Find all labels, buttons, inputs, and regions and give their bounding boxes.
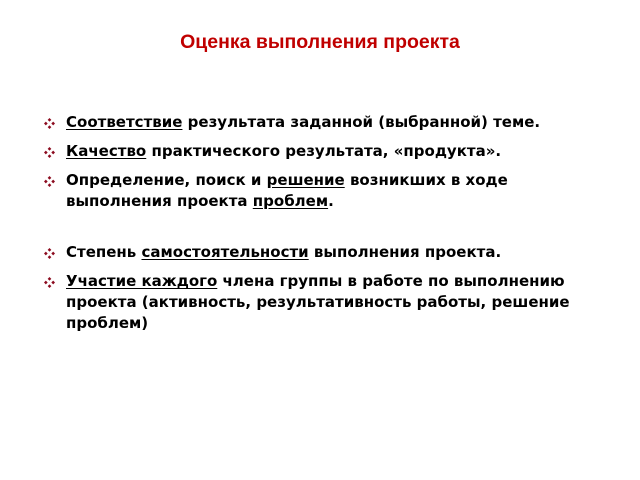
bullet-keyword-problems: проблем	[252, 192, 329, 210]
bullet-text: результата заданной (выбранной) теме.	[182, 113, 541, 131]
bullet-keyword: Соответствие	[66, 113, 183, 131]
bullet-lead-text: Степень	[66, 243, 142, 261]
bullet-item-quality	[44, 141, 614, 162]
four-diamond-bullet-icon	[44, 176, 55, 187]
bullet-keyword: Качество	[66, 142, 147, 160]
bullet-item-conformity	[44, 112, 614, 133]
four-diamond-bullet-icon	[44, 147, 55, 158]
bullet-text: члена группы в работе по выполнению проекта (активность, результативность работы, решение проблем)	[66, 272, 570, 332]
bullet-item-independence	[44, 242, 614, 263]
bullet-list	[44, 112, 614, 342]
bullet-text: Определение, поиск и	[66, 171, 267, 189]
bullet-text: возникших в ходе выполнения проекта	[66, 171, 508, 210]
bullet-keyword-solution: решение	[266, 171, 345, 189]
bullet-text: выполнения проекта.	[308, 243, 502, 261]
bullet-item-participation	[44, 271, 614, 334]
bullet-keyword: самостоятельности	[141, 243, 309, 261]
slide-title: Оценка выполнения проекта	[180, 31, 460, 53]
four-diamond-bullet-icon	[44, 118, 55, 129]
four-diamond-bullet-icon	[44, 248, 55, 259]
bullet-text: практического результата, «продукта».	[146, 142, 502, 160]
bullet-item-problems	[44, 170, 614, 212]
bullet-text: .	[328, 192, 334, 210]
four-diamond-bullet-icon	[44, 277, 55, 288]
bullet-keyword: Участие каждого	[66, 272, 218, 290]
